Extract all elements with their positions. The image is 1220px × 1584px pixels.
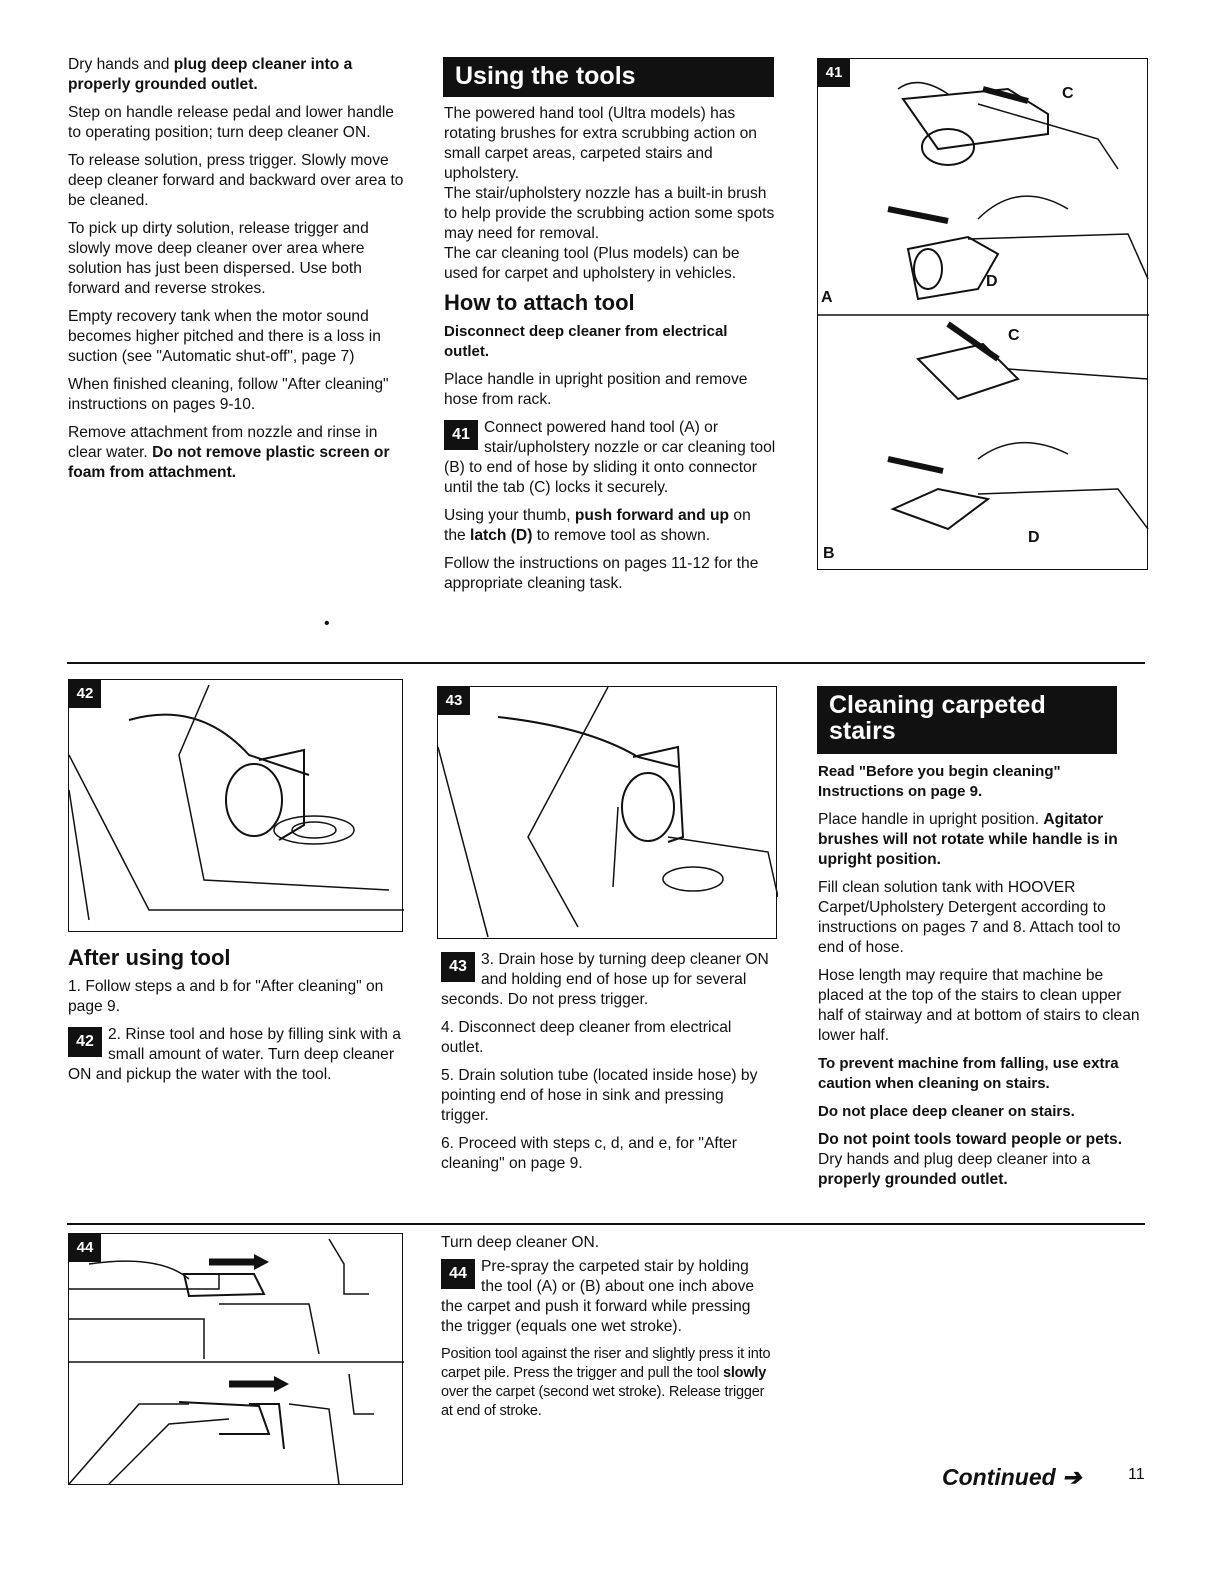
stairs-p2: Fill clean solution tank with HOOVER Carpet/Upholstery Detergent according to instructions on pages 7 and 8. Attach tool to end of hose. [818, 879, 1121, 956]
stairs-column [818, 762, 1148, 1198]
follow-instructions: Follow the instructions on pages 11-12 for the appropriate cleaning task. [444, 555, 759, 592]
fig41-label-d1: D [986, 273, 998, 290]
section-divider-1 [67, 662, 1145, 664]
stairs-p3: Hose length may require that machine be placed at the top of the stairs to clean upper half of stairway and at bottom of stairs to clean lower half. [818, 967, 1140, 1044]
drain-step4: 4. Disconnect deep cleaner from electrical outlet. [441, 1019, 732, 1056]
step-43-badge: 43 [441, 952, 475, 982]
intro-p5: Empty recovery tank when the motor sound becomes higher pitched and there is a loss in suction (see "Automatic shut-off", page 7) [68, 308, 381, 365]
position-tool: Position tool against the riser and slightly press it into carpet pile. Press the trigger and pull the tool slowly over the carpet (second wet stroke). Release trigger at end of stroke. [441, 1346, 771, 1419]
stairs-warn2: Do not place deep cleaner on stairs. [818, 1103, 1075, 1120]
thumb-instruction: Using your thumb, push forward and up on the latch (D) to remove tool as shown. [444, 507, 751, 544]
step-44-text: 44 Pre-spray the carpeted stair by holding the tool (A) or (B) about one inch above the carpet and push it forward while pressing the trigger (equals one wet stroke). [441, 1258, 755, 1335]
stairs-read: Read "Before you begin cleaning" Instructions on page 9. [818, 763, 1061, 800]
step-41-text: 41 Connect powered hand tool (A) or stair/upholstery nozzle or car cleaning tool (B) to end of hose by sliding it onto connector until the tab (C) locks it securely. [444, 419, 776, 496]
figure-41-badge: 41 [818, 59, 850, 87]
tools-p1: The powered hand tool (Ultra models) has rotating brushes for extra scrubbing action on small carpet areas, carpeted stairs and upholstery. [444, 105, 757, 182]
intro-p4: To pick up dirty solution, release trigger and slowly move deep cleaner over area where solution has just been dispersed. Use both forward and reverse strokes. [68, 220, 369, 297]
figure-41-illustration [818, 59, 1149, 571]
bullet-mark: • [324, 615, 330, 632]
fig41-label-d2: D [1028, 529, 1040, 546]
attach-tool-heading: How to attach tool [444, 290, 635, 315]
intro-column [68, 55, 408, 491]
figure-42-badge: 42 [69, 680, 101, 708]
page-number: 11 [1128, 1466, 1145, 1483]
after-tool-step1: 1. Follow steps a and b for "After cleaning" on page 9. [68, 978, 384, 1015]
figure-43 [437, 686, 777, 939]
figure-43-illustration [438, 687, 778, 940]
figure-43-badge: 43 [438, 687, 470, 715]
drain-step6: 6. Proceed with steps c, d, and e, for "After cleaning" on page 9. [441, 1135, 737, 1172]
stairs-p1: Place handle in upright position. Agitator brushes will not rotate while handle is in upright position. [818, 811, 1118, 868]
figure-42-illustration [69, 680, 404, 933]
continued-label: Continued ➔ [942, 1464, 1082, 1490]
after-tool-step2: 42 2. Rinse tool and hose by filling sink with a small amount of water. Turn deep cleaner ON and pickup the water with the tool. [68, 1026, 401, 1083]
drain-step5: 5. Drain solution tube (located inside hose) by pointing end of hose in sink and pressing trigger. [441, 1067, 758, 1124]
figure-41 [817, 58, 1148, 570]
cleaning-stairs-header [817, 686, 1117, 754]
drain-step3: 43 3. Drain hose by turning deep cleaner ON and holding end of hose up for several seconds. Do not press trigger. [441, 951, 769, 1008]
using-tools-column [444, 104, 776, 602]
fig41-label-c2: C [1008, 327, 1020, 344]
intro-p1: Dry hands and plug deep cleaner into a properly grounded outlet. [68, 56, 353, 93]
attach-warning: Disconnect deep cleaner from electrical outlet. [444, 323, 728, 360]
stairs-warn3: Do not point tools toward people or pets. Dry hands and plug deep cleaner into a properly grounded outlet. [818, 1131, 1123, 1188]
prespray-column [441, 1233, 771, 1429]
tools-p3: The car cleaning tool (Plus models) can be used for carpet and upholstery in vehicles. [444, 245, 740, 282]
fig41-label-a: A [821, 289, 833, 306]
stairs-warn1: To prevent machine from falling, use extra caution when cleaning on stairs. [818, 1055, 1119, 1092]
intro-p3: To release solution, press trigger. Slowly move deep cleaner forward and backward over area to be cleaned. [68, 152, 404, 209]
fig41-label-c1: C [1062, 85, 1074, 102]
cleaning-stairs-header-line2: stairs [829, 717, 896, 745]
section-divider-2 [67, 1223, 1145, 1225]
step-44-badge: 44 [441, 1259, 475, 1289]
figure-44-illustration [69, 1234, 404, 1486]
intro-p6: When finished cleaning, follow "After cleaning" instructions on pages 9-10. [68, 376, 389, 413]
turn-on: Turn deep cleaner ON. [441, 1234, 600, 1251]
intro-p7: Remove attachment from nozzle and rinse in clear water. Do not remove plastic screen or foam from attachment. [68, 424, 390, 481]
step-41-badge: 41 [444, 420, 478, 450]
drain-column [441, 950, 771, 1182]
fig41-label-b: B [823, 545, 835, 562]
intro-p2: Step on handle release pedal and lower handle to operating position; turn deep cleaner ON. [68, 104, 394, 141]
figure-42 [68, 679, 403, 932]
figure-44 [68, 1233, 403, 1485]
tools-p2: The stair/upholstery nozzle has a built-in brush to help provide the scrubbing action some spots may need for removal. [444, 185, 775, 242]
using-tools-header: Using the tools [443, 57, 774, 97]
figure-44-badge: 44 [69, 1234, 101, 1262]
cleaning-stairs-header-line1: Cleaning carpeted [829, 691, 1046, 719]
step-42-badge: 42 [68, 1027, 102, 1057]
after-tool-column [68, 945, 408, 1093]
attach-p1: Place handle in upright position and remove hose from rack. [444, 371, 748, 408]
after-tool-heading: After using tool [68, 945, 231, 970]
